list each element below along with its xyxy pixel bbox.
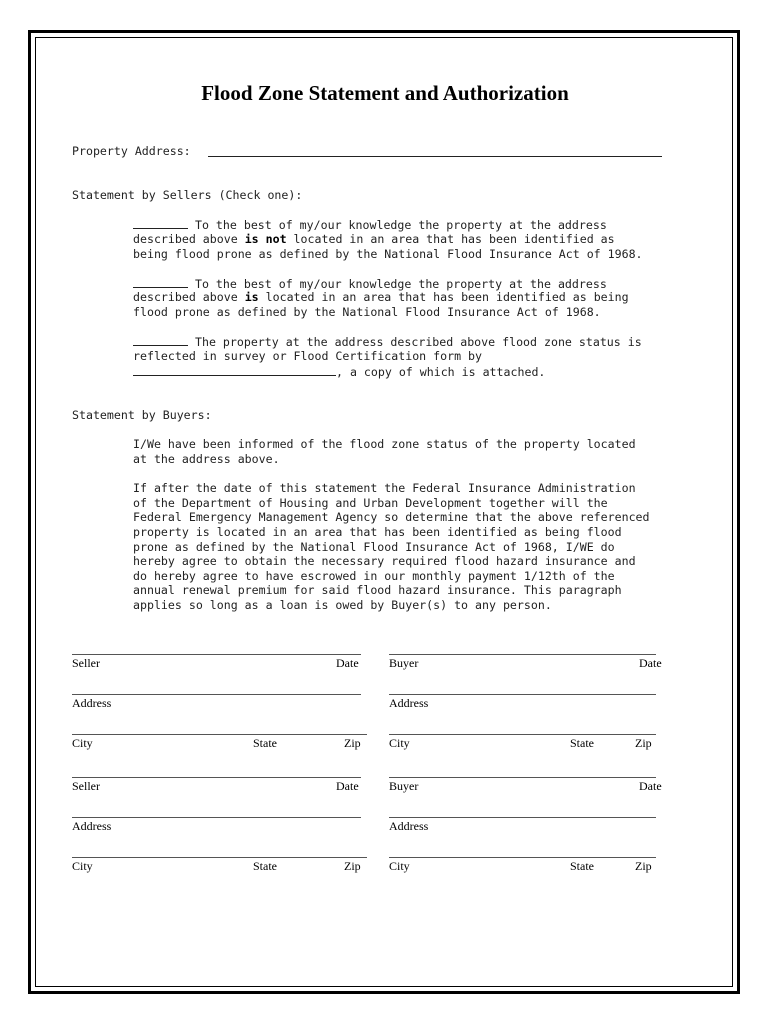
buyers-para-2-line: Federal Emergency Management Agency so determine that the above referenced [133, 510, 650, 524]
seller-1-state-label: State [253, 736, 277, 750]
buyer-2-zip-label: Zip [635, 859, 652, 873]
seller-1-address-line[interactable] [72, 694, 361, 695]
seller-2-address-label: Address [72, 819, 112, 833]
buyers-para-2-line: If after the date of this statement the Federal Insurance Administration [133, 481, 636, 495]
seller-2-state-label: State [253, 859, 277, 873]
sellers-heading: Statement by Sellers (Check one): [72, 188, 303, 202]
buyer-2-signature-line[interactable] [389, 777, 656, 778]
buyers-para-2-line: property is located in an area that has been identified as being flood [133, 525, 622, 539]
buyer-2-city-line[interactable] [389, 857, 656, 858]
buyer-1-city-label: City [389, 736, 410, 750]
buyer-2-state-label: State [570, 859, 594, 873]
buyer-2-label: Buyer [389, 779, 419, 793]
seller-1-city-line[interactable] [72, 734, 367, 735]
buyers-heading: Statement by Buyers: [72, 408, 212, 422]
seller-option-2-line-2: described above is located in an area that has been identified as being [133, 290, 629, 304]
buyers-para-2-line: applies so long as a loan is owed by Buyer(s) to any person. [133, 598, 552, 612]
seller-1-zip-label: Zip [344, 736, 361, 750]
buyer-1-label: Buyer [389, 656, 419, 670]
buyer-2-city-label: City [389, 859, 410, 873]
seller-1-signature-line[interactable] [72, 654, 361, 655]
seller-2-address-line[interactable] [72, 817, 361, 818]
buyer-2-address-line[interactable] [389, 817, 656, 818]
seller-2-zip-label: Zip [344, 859, 361, 873]
buyers-para-1-line-2: at the address above. [133, 452, 280, 466]
buyers-para-2-line: hereby agree to obtain the necessary required flood hazard insurance and [133, 554, 636, 568]
buyers-para-2-line: of the Department of Housing and Urban Development together will the [133, 496, 608, 510]
seller-1-date-label: Date [336, 656, 359, 670]
property-address-field[interactable] [208, 156, 662, 157]
buyers-para-2-line: prone as defined by the National Flood Insurance Act of 1968, I/WE do [133, 540, 615, 554]
seller-2-label: Seller [72, 779, 100, 793]
buyer-1-signature-line[interactable] [389, 654, 656, 655]
buyer-1-state-label: State [570, 736, 594, 750]
buyer-1-address-line[interactable] [389, 694, 656, 695]
buyers-para-2-line: annual renewal premium for said flood hazard insurance. This paragraph [133, 583, 622, 597]
seller-option-1-checkbox[interactable] [133, 217, 188, 229]
seller-2-signature-line[interactable] [72, 777, 361, 778]
seller-option-1-line-2: described above is not located in an area that has been identified as [133, 232, 615, 246]
seller-option-1-line-3: being flood prone as defined by the National Flood Insurance Act of 1968. [133, 247, 643, 261]
buyer-2-address-label: Address [389, 819, 429, 833]
seller-option-3: The property at the address described above flood zone status is [133, 334, 703, 350]
buyer-1-zip-label: Zip [635, 736, 652, 750]
seller-2-city-label: City [72, 859, 93, 873]
certification-source-field[interactable] [133, 364, 336, 376]
seller-option-2-checkbox[interactable] [133, 276, 188, 288]
seller-option-2: To the best of my/our knowledge the property at the address [133, 276, 703, 292]
buyers-para-1-line-1: I/We have been informed of the flood zone status of the property located [133, 437, 636, 451]
property-address-label: Property Address: [72, 144, 191, 158]
seller-2-city-line[interactable] [72, 857, 367, 858]
seller-option-3-checkbox[interactable] [133, 334, 188, 346]
seller-1-address-label: Address [72, 696, 112, 710]
buyers-para-2-line: do hereby agree to have escrowed in our monthly payment 1/12th of the [133, 569, 615, 583]
seller-option-3-line-2: reflected in survey or Flood Certification form by [133, 349, 483, 363]
seller-option-1: To the best of my/our knowledge the property at the address [133, 217, 703, 233]
buyer-1-address-label: Address [389, 696, 429, 710]
document-title: Flood Zone Statement and Authorization [201, 81, 569, 105]
seller-1-city-label: City [72, 736, 93, 750]
buyer-1-date-label: Date [639, 656, 662, 670]
buyer-2-date-label: Date [639, 779, 662, 793]
seller-2-date-label: Date [336, 779, 359, 793]
seller-1-label: Seller [72, 656, 100, 670]
buyer-1-city-line[interactable] [389, 734, 656, 735]
seller-option-3-line-3: , a copy of which is attached. [133, 364, 703, 380]
seller-option-2-line-3: flood prone as defined by the National Flood Insurance Act of 1968. [133, 305, 601, 319]
